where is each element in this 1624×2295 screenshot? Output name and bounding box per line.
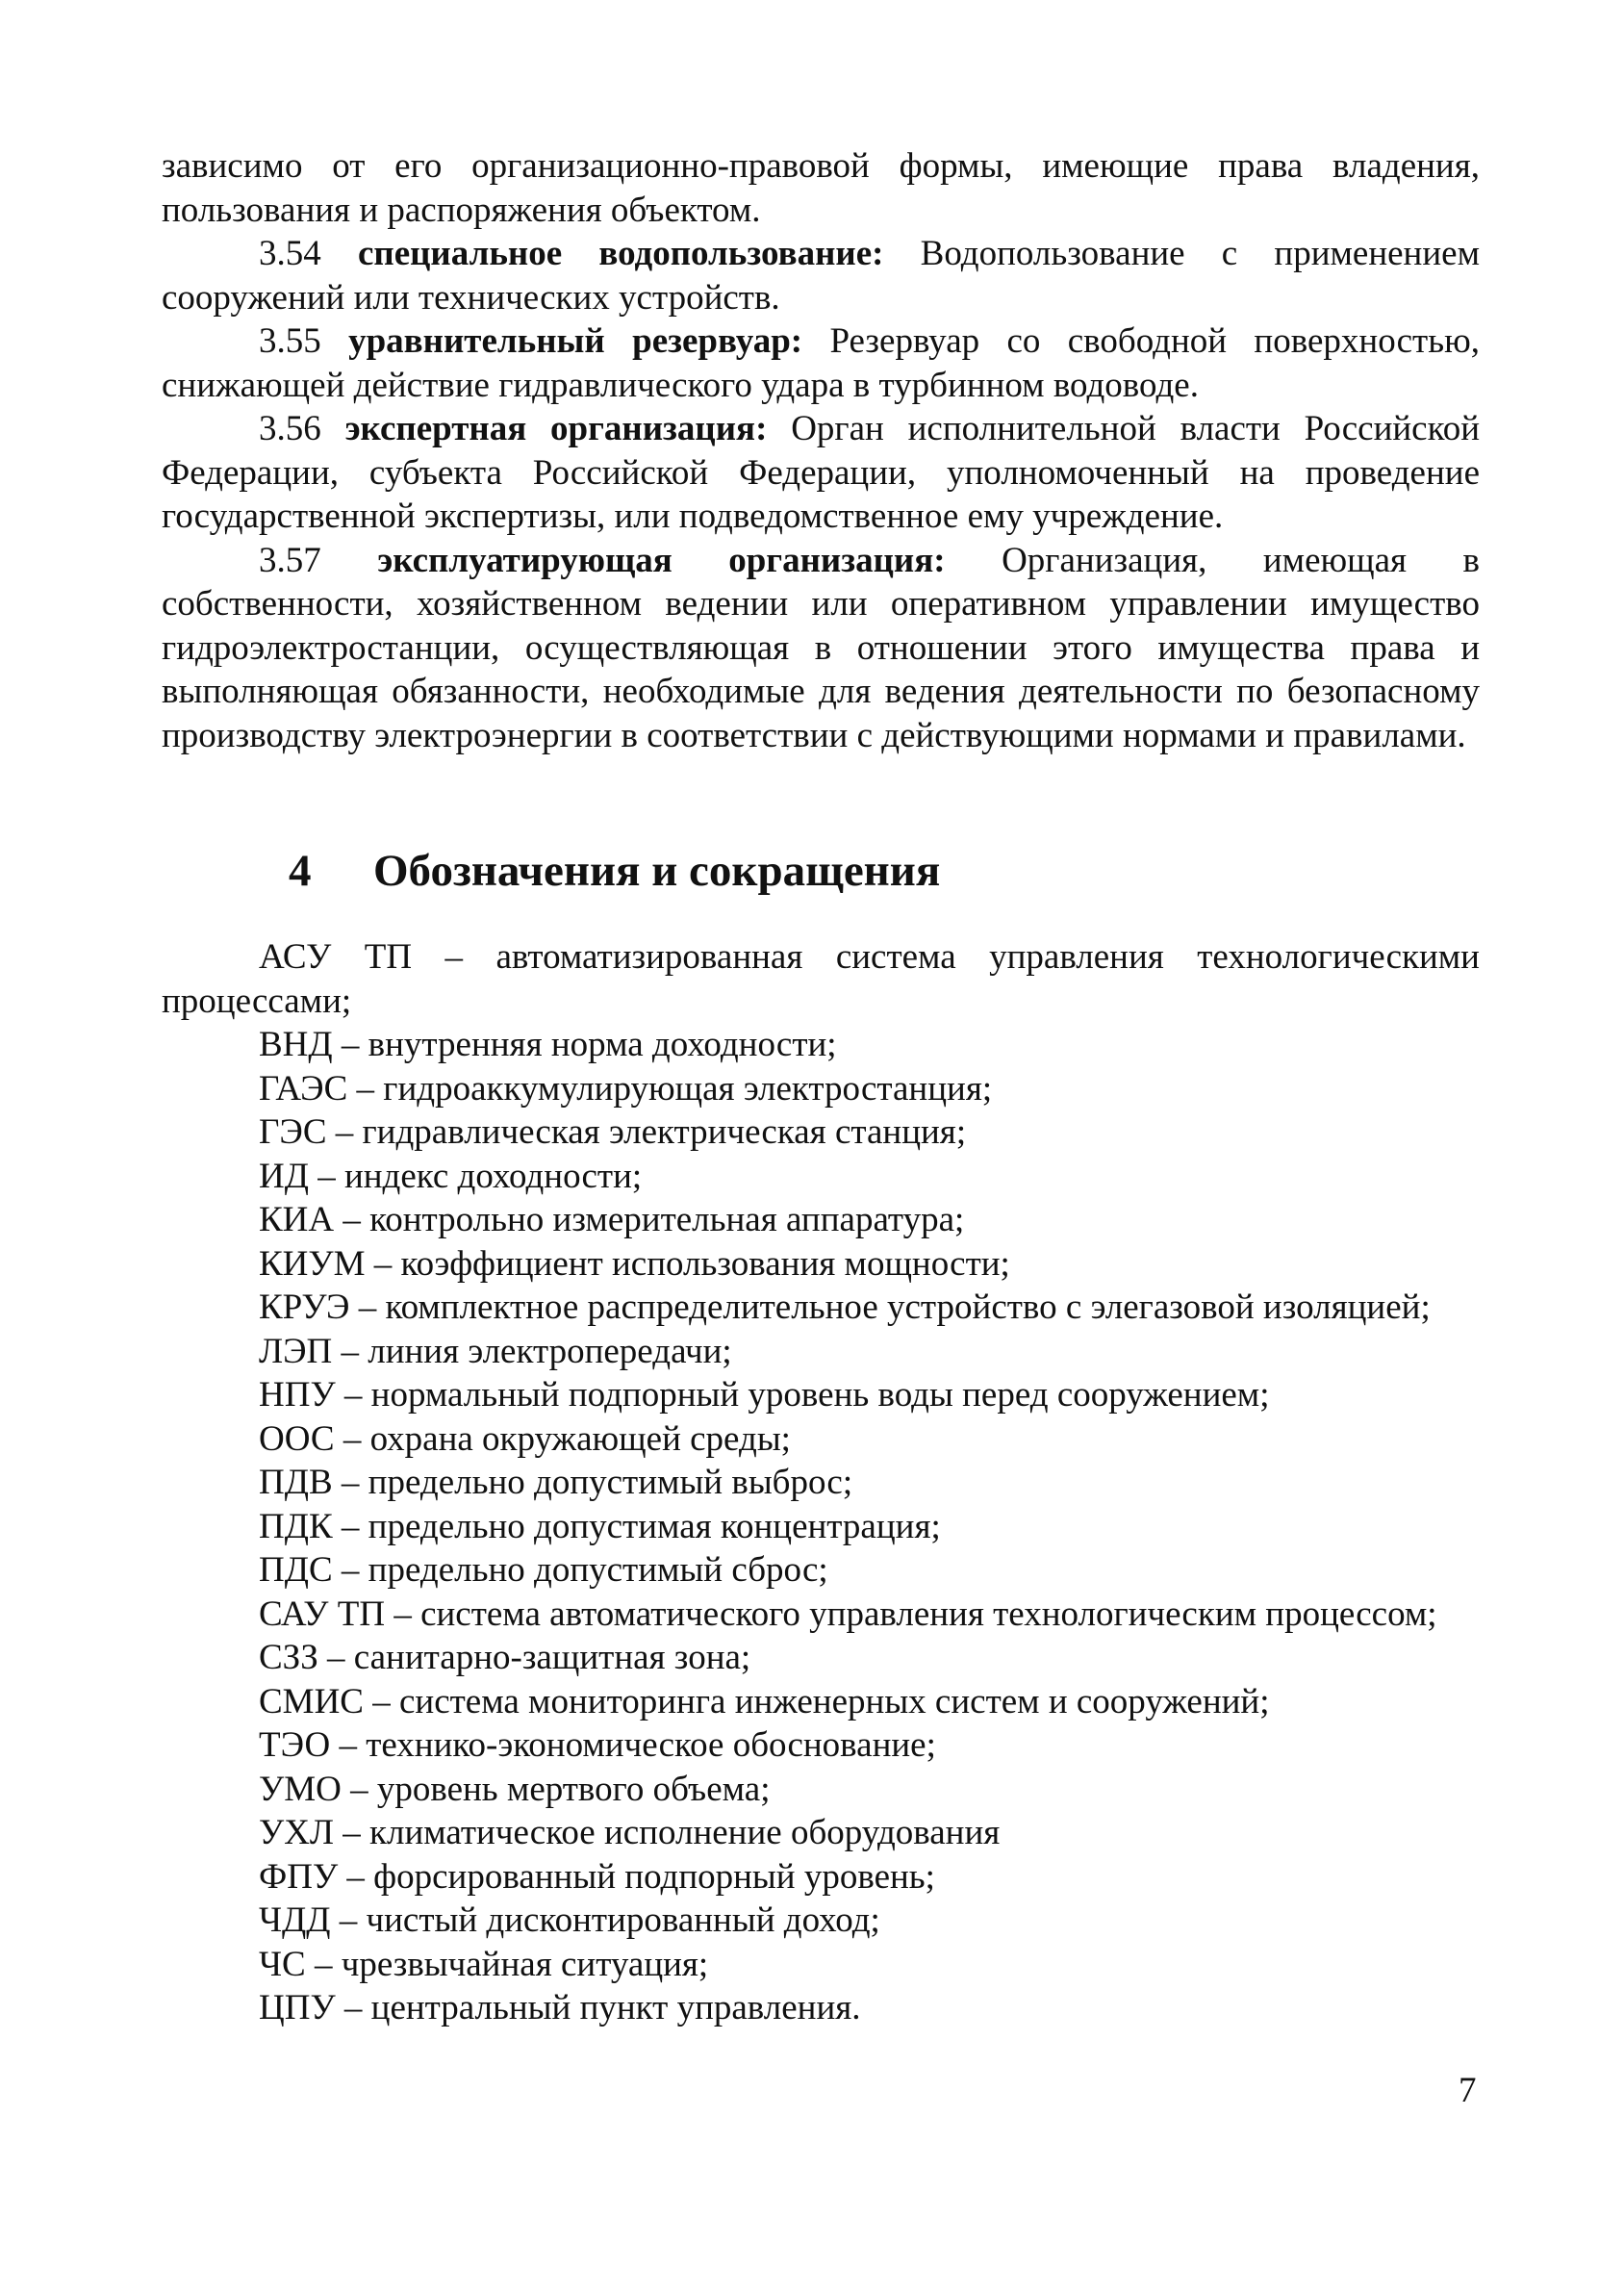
definition-3-55	[162, 319, 1480, 407]
definition-3-54	[162, 232, 1480, 319]
abbreviation-item: САУ ТП – система автоматического управления технологическим процессом;	[259, 1594, 1437, 1634]
definition-text: Водопользование с применением сооружений или технических устройств.	[162, 234, 1480, 318]
abbreviation-item: ПДС – предельно допустимый сброс;	[259, 1550, 828, 1590]
page-number: 7	[1459, 2071, 1477, 2110]
section-number: 4	[289, 846, 312, 896]
abbreviation-item: ЧС – чрезвычайная ситуация;	[259, 1944, 709, 1984]
abbreviation-item: ИД – индекс доходности;	[259, 1156, 643, 1196]
abbreviation-item: УХЛ – климатическое исполнение оборудования	[259, 1813, 1001, 1852]
abbreviation-item: ПДК – предельно допустимая концентрация;	[259, 1506, 941, 1546]
abbreviation-list	[162, 935, 1480, 2030]
definition-term: уравнительный резервуар:	[348, 321, 803, 361]
abbreviation-item: УМО – уровень мертвого объема;	[259, 1769, 771, 1809]
definition-number: 3.56	[259, 409, 321, 448]
definition-text: Организация, имеющая в собственности, хозяйственном ведении или оперативном управлении имущество гидроэлектростанции, осуществляющая в отношении этого имущества права и выполняющая обязанности, необходимые для ведения деятельности по безопасному производству электроэнергии в соответствии с действующими нормами и правилами.	[162, 540, 1480, 755]
section-title: Обозначения и сокращения	[373, 846, 941, 896]
definition-term: специальное водопользование:	[357, 234, 884, 273]
definition-term: эксплуатирующая организация:	[377, 540, 946, 580]
abbreviation-item: НПУ – нормальный подпорный уровень воды перед сооружением;	[259, 1375, 1270, 1415]
abbreviation-item: КРУЭ – комплектное распределительное устройство с элегазовой изоляцией;	[259, 1288, 1431, 1327]
definition-term: экспертная организация:	[344, 409, 768, 448]
definition-number: 3.54	[259, 234, 321, 273]
abbreviation-item: ЧДД – чистый дисконтированный доход;	[259, 1900, 880, 1940]
abbreviation-item: ФПУ – форсированный подпорный уровень;	[259, 1856, 935, 1897]
definitions-block	[162, 144, 1480, 757]
abbreviation-item: ООС – охрана окружающей среды;	[259, 1418, 791, 1459]
abbreviation-item: ГЭС – гидравлическая электрическая станция;	[259, 1112, 967, 1152]
abbreviation-item: ТЭО – технико-экономическое обоснование;	[259, 1725, 936, 1765]
abbreviation-item: ПДВ – предельно допустимый выброс;	[259, 1463, 853, 1502]
abbreviation-item: ВНД – внутренняя норма доходности;	[259, 1025, 837, 1064]
definition-3-56	[162, 407, 1480, 539]
definition-text: Орган исполнительной власти Российской Федерации, субъекта Российской Федерации, уполномоченный на проведение государственной экспертизы, или подведомственное ему учреждение.	[162, 409, 1480, 536]
intro-continuation: зависимо от его организационно-правовой формы, имеющие права владения, пользования и распоряжения объектом.	[162, 146, 1480, 230]
definition-3-57	[162, 539, 1480, 758]
definition-number: 3.57	[259, 540, 321, 580]
abbreviation-item: КИУМ – коэффициент использования мощности;	[259, 1243, 1010, 1284]
abbreviation-item: ЛЭП – линия электропередачи;	[259, 1331, 732, 1371]
abbreviation-item: СЗЗ – санитарно-защитная зона;	[259, 1638, 751, 1677]
definition-text: Резервуар со свободной поверхностью, снижающей действие гидравлического удара в турбинном водоводе.	[162, 321, 1480, 405]
abbreviation-item: ГАЭС – гидроаккумулирующая электростанция;	[259, 1068, 993, 1109]
abbreviation-item: ЦПУ – центральный пункт управления.	[259, 1988, 861, 2027]
section-heading	[289, 842, 940, 900]
abbreviation-item: СМИС – система мониторинга инженерных систем и сооружений;	[259, 1681, 1270, 1721]
abbreviation-item: КИА – контрольно измерительная аппаратура;	[259, 1200, 965, 1239]
definition-number: 3.55	[259, 321, 321, 361]
abbreviation-item: АСУ ТП – автоматизированная система управления технологическими процессами;	[162, 937, 1480, 1021]
